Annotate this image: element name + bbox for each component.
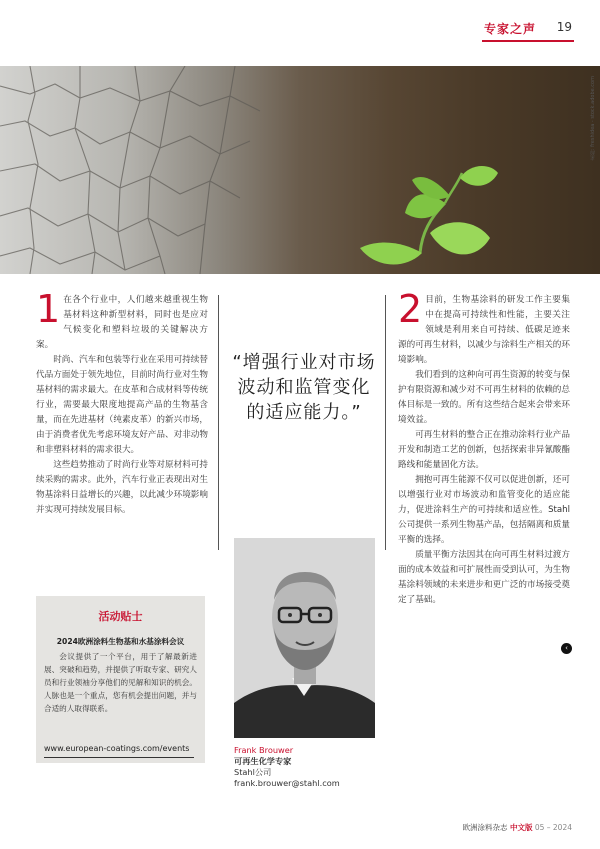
end-of-article-icon: ‹ xyxy=(561,643,572,654)
author-block xyxy=(234,745,384,789)
cracked-earth-texture xyxy=(0,66,330,274)
page-footer xyxy=(463,822,572,833)
left-column xyxy=(36,287,208,518)
issue-date: 05 – 2024 xyxy=(534,823,572,832)
author-role: 可再生化学专家 xyxy=(234,756,292,766)
page-number: 19 xyxy=(556,20,572,34)
paragraph: 我们看到的这种向可再生资源的转变与保护有限资源和减少对不可再生材料的依赖的总体目标是一致的。所有这些结合起来会带来环境效益。 xyxy=(398,370,570,425)
author-company: Stahl公司 xyxy=(234,767,272,777)
link-underline xyxy=(44,757,194,758)
edition-label: 中文版 xyxy=(509,823,533,832)
column-divider xyxy=(385,295,386,550)
paragraph: 这些趋势推动了时尚行业等对原材料可持续采购的需求。此外，汽车行业正表现出对生物基涂料日益增长的兴趣，以此减少环境影响并实现可持续发展目标。 xyxy=(36,460,208,515)
header-rule xyxy=(482,40,574,42)
paragraph: 拥抱可再生能源不仅可以促进创新，还可以增强行业对市场波动和监管变化的适应能力，促进涂料生产的可持续和适应性。Stahl公司提供一系列生物基产品，包括隔离和质量平衡的选择。 xyxy=(398,475,570,545)
hero-image xyxy=(0,66,600,274)
event-description: 会议提供了一个平台，用于了解最新进展、突破和趋势，并提供了听取专家、研究人员和行业领袖分享他们的见解和知识的机会。人脉也是一个重点，您有机会提出问题，并与合适的人取得联系。 xyxy=(44,652,197,713)
sprout-icon xyxy=(350,158,510,274)
event-name: 2024欧洲涂料生物基和水基涂料会议 xyxy=(56,637,185,646)
dropcap: 1 xyxy=(36,287,61,331)
author-portrait xyxy=(234,538,375,738)
paragraph: 1 在各个行业中，人们越来越重视生物基材料这种新型材料，同时也是应对气候变化和塑料垃圾的关键解决方案。 xyxy=(36,287,208,350)
author-email[interactable]: frank.brouwer@stahl.com xyxy=(234,778,340,788)
tip-title: 活动贴士 xyxy=(98,610,143,623)
magazine-name: 欧洲涂料杂志 xyxy=(462,823,508,832)
portrait-illustration xyxy=(234,538,375,738)
paragraph: 质量平衡方法因其在向可再生材料过渡方面的成本效益和可扩展性而受到认可，为生物基涂料领域的未来进步和更广泛的市场接受奠定了基础。 xyxy=(398,550,570,605)
dropcap: 2 xyxy=(398,287,423,331)
pull-quote: “增强行业对市场波动和监管变化的适应能力。” xyxy=(232,352,376,423)
paragraph: 2 目前，生物基涂料的研发工作主要集中在提高可持续性和性能，主要关注领域是利用来自可持续、低碳足迹来源的可再生材料，以减少与涂料生产相关的环境影响。 xyxy=(398,287,570,365)
author-name: Frank Brouwer xyxy=(234,745,294,755)
event-link[interactable]: www.european-coatings.com/events xyxy=(44,744,190,753)
photo-credit: 来源: freshidea - stock.adobe.com xyxy=(590,76,596,161)
section-title: 专家之声 xyxy=(483,22,536,36)
right-column xyxy=(398,287,570,608)
paragraph: 时尚、汽车和包装等行业在采用可持续替代品方面处于领先地位，目前时尚行业对生物基材料的需求最大。在皮革和合成材料等传统行业，需要最大限度地提高产品的生物基含量，而在先进基材（纯素皮革）的新兴市场，由于消费者优先考虑环境友好产品、对非动物和非塑料材料的需求很大。 xyxy=(36,355,208,455)
event-tip-box xyxy=(36,596,205,763)
paragraph: 可再生材料的整合正在推动涂料行业产品开发和制造工艺的创新，包括探索非异氰酸酯路线和能量固化方法。 xyxy=(398,430,570,470)
column-divider xyxy=(218,295,219,550)
